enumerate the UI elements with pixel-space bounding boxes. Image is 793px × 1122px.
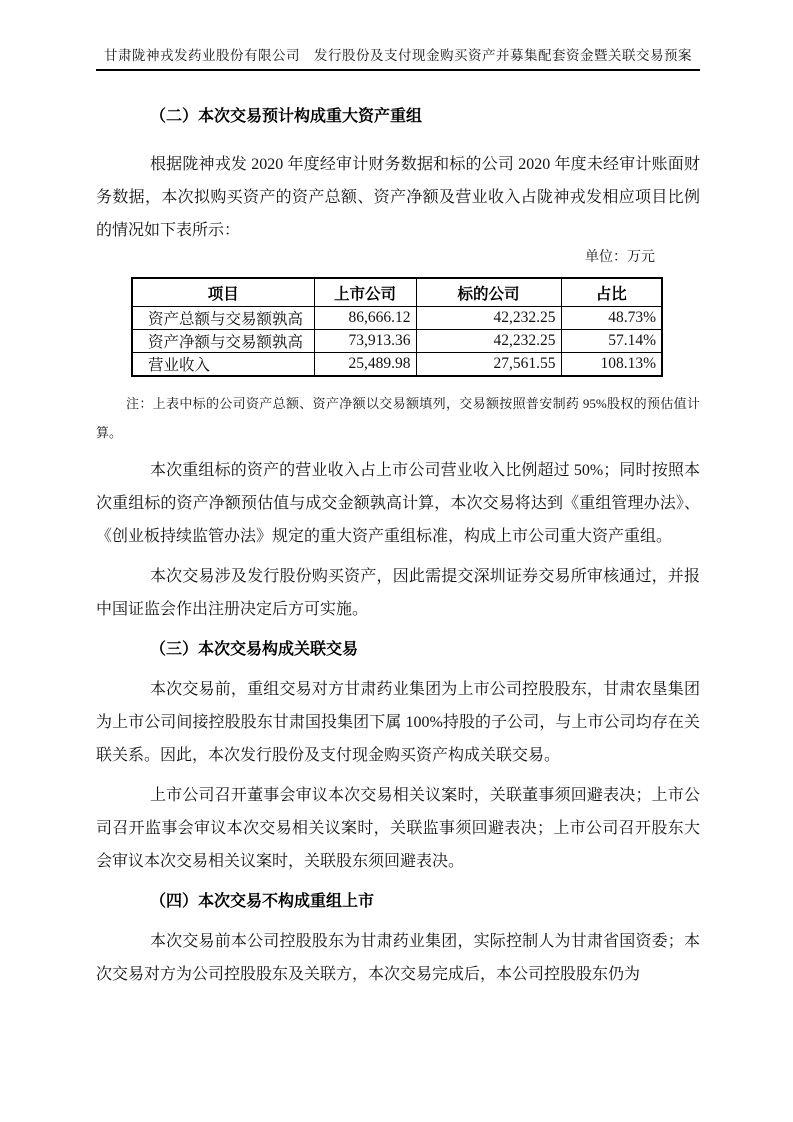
paragraph-related-transaction: 本次交易前，重组交易对方甘肃药业集团为上市公司控股股东，甘肃农垦集团为上市公司间接控股股东甘肃国投集团下属 100%持股的子公司，与上市公司均存在关联关系。因此，本次发行股份及支付现金购买资产构成关联交易。	[96, 681, 700, 764]
table-cell-value: 48.73%	[561, 307, 662, 330]
page-header-title: 甘肃陇神戎发药业股份有限公司 发行股份及支付现金购买资产并募集配套资金暨关联交易预案	[96, 0, 700, 71]
table-row	[132, 353, 662, 377]
table-cell-value: 42,232.25	[416, 307, 561, 330]
table-unit-label: 单位：万元	[585, 250, 655, 265]
table-header-listed-company: 上市公司	[314, 278, 416, 307]
page-content	[96, 100, 700, 991]
section-heading-3: （三）本次交易构成关联交易	[150, 641, 359, 658]
table-header-target-company: 标的公司	[416, 278, 561, 307]
table-row	[132, 307, 662, 330]
table-cell-value: 42,232.25	[416, 330, 561, 353]
table-cell-value: 73,913.36	[314, 330, 416, 353]
table-cell-value: 86,666.12	[314, 307, 416, 330]
paragraph-control-unchanged: 本次交易前本公司控股股东为甘肃药业集团，实际控制人为甘肃省国资委；本次交易对方为公司控股股东及关联方，本次交易完成后，本公司控股股东仍为	[96, 933, 700, 983]
table-header-ratio: 占比	[561, 278, 662, 307]
table-cell-value: 57.14%	[561, 330, 662, 353]
table-cell-item: 资产净额与交易额孰高	[132, 330, 314, 353]
table-cell-value: 108.13%	[561, 353, 662, 377]
paragraph-voting-abstention: 上市公司召开董事会审议本次交易相关议案时，关联董事须回避表决；上市公司召开监事会审议本次交易相关议案时，关联监事须回避表决；上市公司召开股东大会审议本次交易相关议案时，关联股东须回避表决。	[96, 787, 700, 870]
paragraph-major-restructuring: 本次重组标的资产的营业收入占上市公司营业收入比例超过 50%；同时按照本次重组标的资产净额预估值与成交金额孰高计算，本次交易将达到《重组管理办法》、《创业板持续监管办法》规定的重大资产重组标准，构成上市公司重大资产重组。	[96, 462, 700, 545]
table-cell-item: 资产总额与交易额孰高	[132, 307, 314, 330]
table-body	[132, 307, 662, 377]
table-cell-value: 25,489.98	[314, 353, 416, 377]
paragraph-approval-process: 本次交易涉及发行股份购买资产，因此需提交深圳证券交易所审核通过，并报中国证监会作出注册决定后方可实施。	[96, 568, 700, 618]
section-heading-4: （四）本次交易不构成重组上市	[150, 893, 375, 910]
table-row	[132, 330, 662, 353]
table-note: 注：上表中标的公司资产总额、资产净额以交易额填列，交易额按照普安制药 95%股权的预估值计算。	[96, 396, 700, 440]
table-cell-item: 营业收入	[132, 353, 314, 377]
table-cell-value: 27,561.55	[416, 353, 561, 377]
financial-comparison-table	[131, 277, 663, 377]
table-header-item: 项目	[132, 278, 314, 307]
table-header-row	[132, 278, 662, 307]
paragraph-intro: 根据陇神戎发 2020 年度经审计财务数据和标的公司 2020 年度未经审计账面财务数据，本次拟购买资产的资产总额、资产净额及营业收入占陇神戎发相应项目比例的情况如下表所示：	[96, 156, 700, 239]
section-heading-2: （二）本次交易预计构成重大资产重组	[150, 108, 423, 125]
